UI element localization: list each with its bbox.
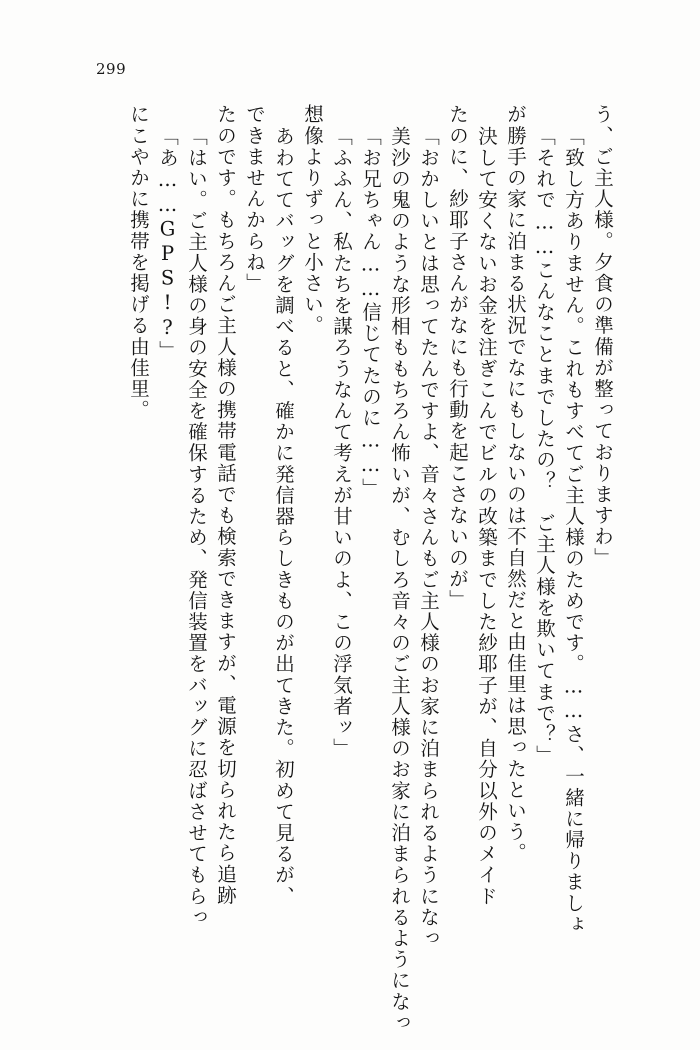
text-column: 美沙の鬼のような形相ももちろん怖いが、むしろ音々のご主人様のお家に泊まられるようになっ [388,126,411,1034]
text-column: 「それで……こんなことまでしたの？ ご主人様を欺いてまで？」 [533,126,556,766]
text-column: にこやかに携帯を掲げる由佳里。 [127,104,150,421]
text-column: 「お兄ちゃん……信じてたのに……」 [359,126,382,499]
text-column: たのに、紗耶子さんがなにも行動を起こさないのが」 [446,104,469,611]
text-column: 「おかしいとは思ってたんですよ、音々さんもご主人様のお家に泊まられるようになっ [417,126,440,949]
text-column: が勝手の家に泊まる状況でなにもしないのは不自然だと由佳里は思ったという。 [504,104,527,864]
text-column: う、ご主人様。夕食の準備が整っておりますわ」 [591,104,614,569]
page-number: 299 [96,60,127,78]
text-column: 「致し方ありません。これもすべてご主人様のためです。……さ、一緒に帰りましょ [562,126,585,935]
text-column: あわててバッグを調べると、確かに発信器らしきものが出てきた。初めて見るが、 [272,126,295,907]
text-column: 「はい。ご主人様の身の安全を確保するため、発信装置をバッグに忍ばさせてもらっ [185,126,208,928]
text-column: 「ふふん、私たちを謀ろうなんて考えが甘いのよ、この浮気者ッ」 [330,126,353,759]
text-column: 決して安くないお金を注ぎこんでビルの改築までした紗耶子が、自分以外のメイド [475,126,498,907]
text-column: たのです。もちろんご主人様の携帯電話でも検索できますが、電源を切られたら追跡 [214,104,237,906]
text-column: できませんからね」 [243,104,266,294]
text-column: 「あ……GPS!?」 [156,126,179,362]
vertical-text-body [119,104,614,1034]
text-column: 想像よりずっと小さい。 [301,104,324,337]
